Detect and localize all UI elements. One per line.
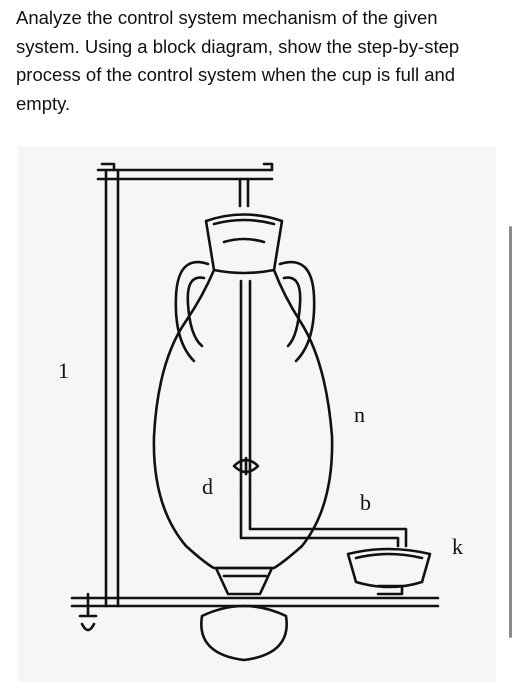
right-handle xyxy=(280,262,314,361)
pedestal xyxy=(216,568,272,594)
mechanism-figure xyxy=(18,146,496,682)
bottom-dome xyxy=(201,606,286,660)
screw xyxy=(80,594,96,630)
label-d: d xyxy=(202,474,213,499)
support-rod xyxy=(106,170,118,606)
siphon-pipe xyxy=(241,491,406,546)
bottom-bar xyxy=(72,598,438,606)
label-l: 1 xyxy=(58,358,69,383)
scrollbar[interactable] xyxy=(509,226,512,638)
label-k: k xyxy=(452,534,463,559)
question-text: Analyze the control system mechanism of the given system. Using a block diagram, show the step-by-step process of the control system when the cup is full and empty. xyxy=(16,7,460,114)
label-b: b xyxy=(360,490,371,515)
label-n: n xyxy=(354,402,365,427)
top-bar xyxy=(98,164,272,179)
mechanism-diagram xyxy=(18,146,496,682)
vessel-body xyxy=(154,270,332,568)
hanging-rod xyxy=(240,179,248,206)
